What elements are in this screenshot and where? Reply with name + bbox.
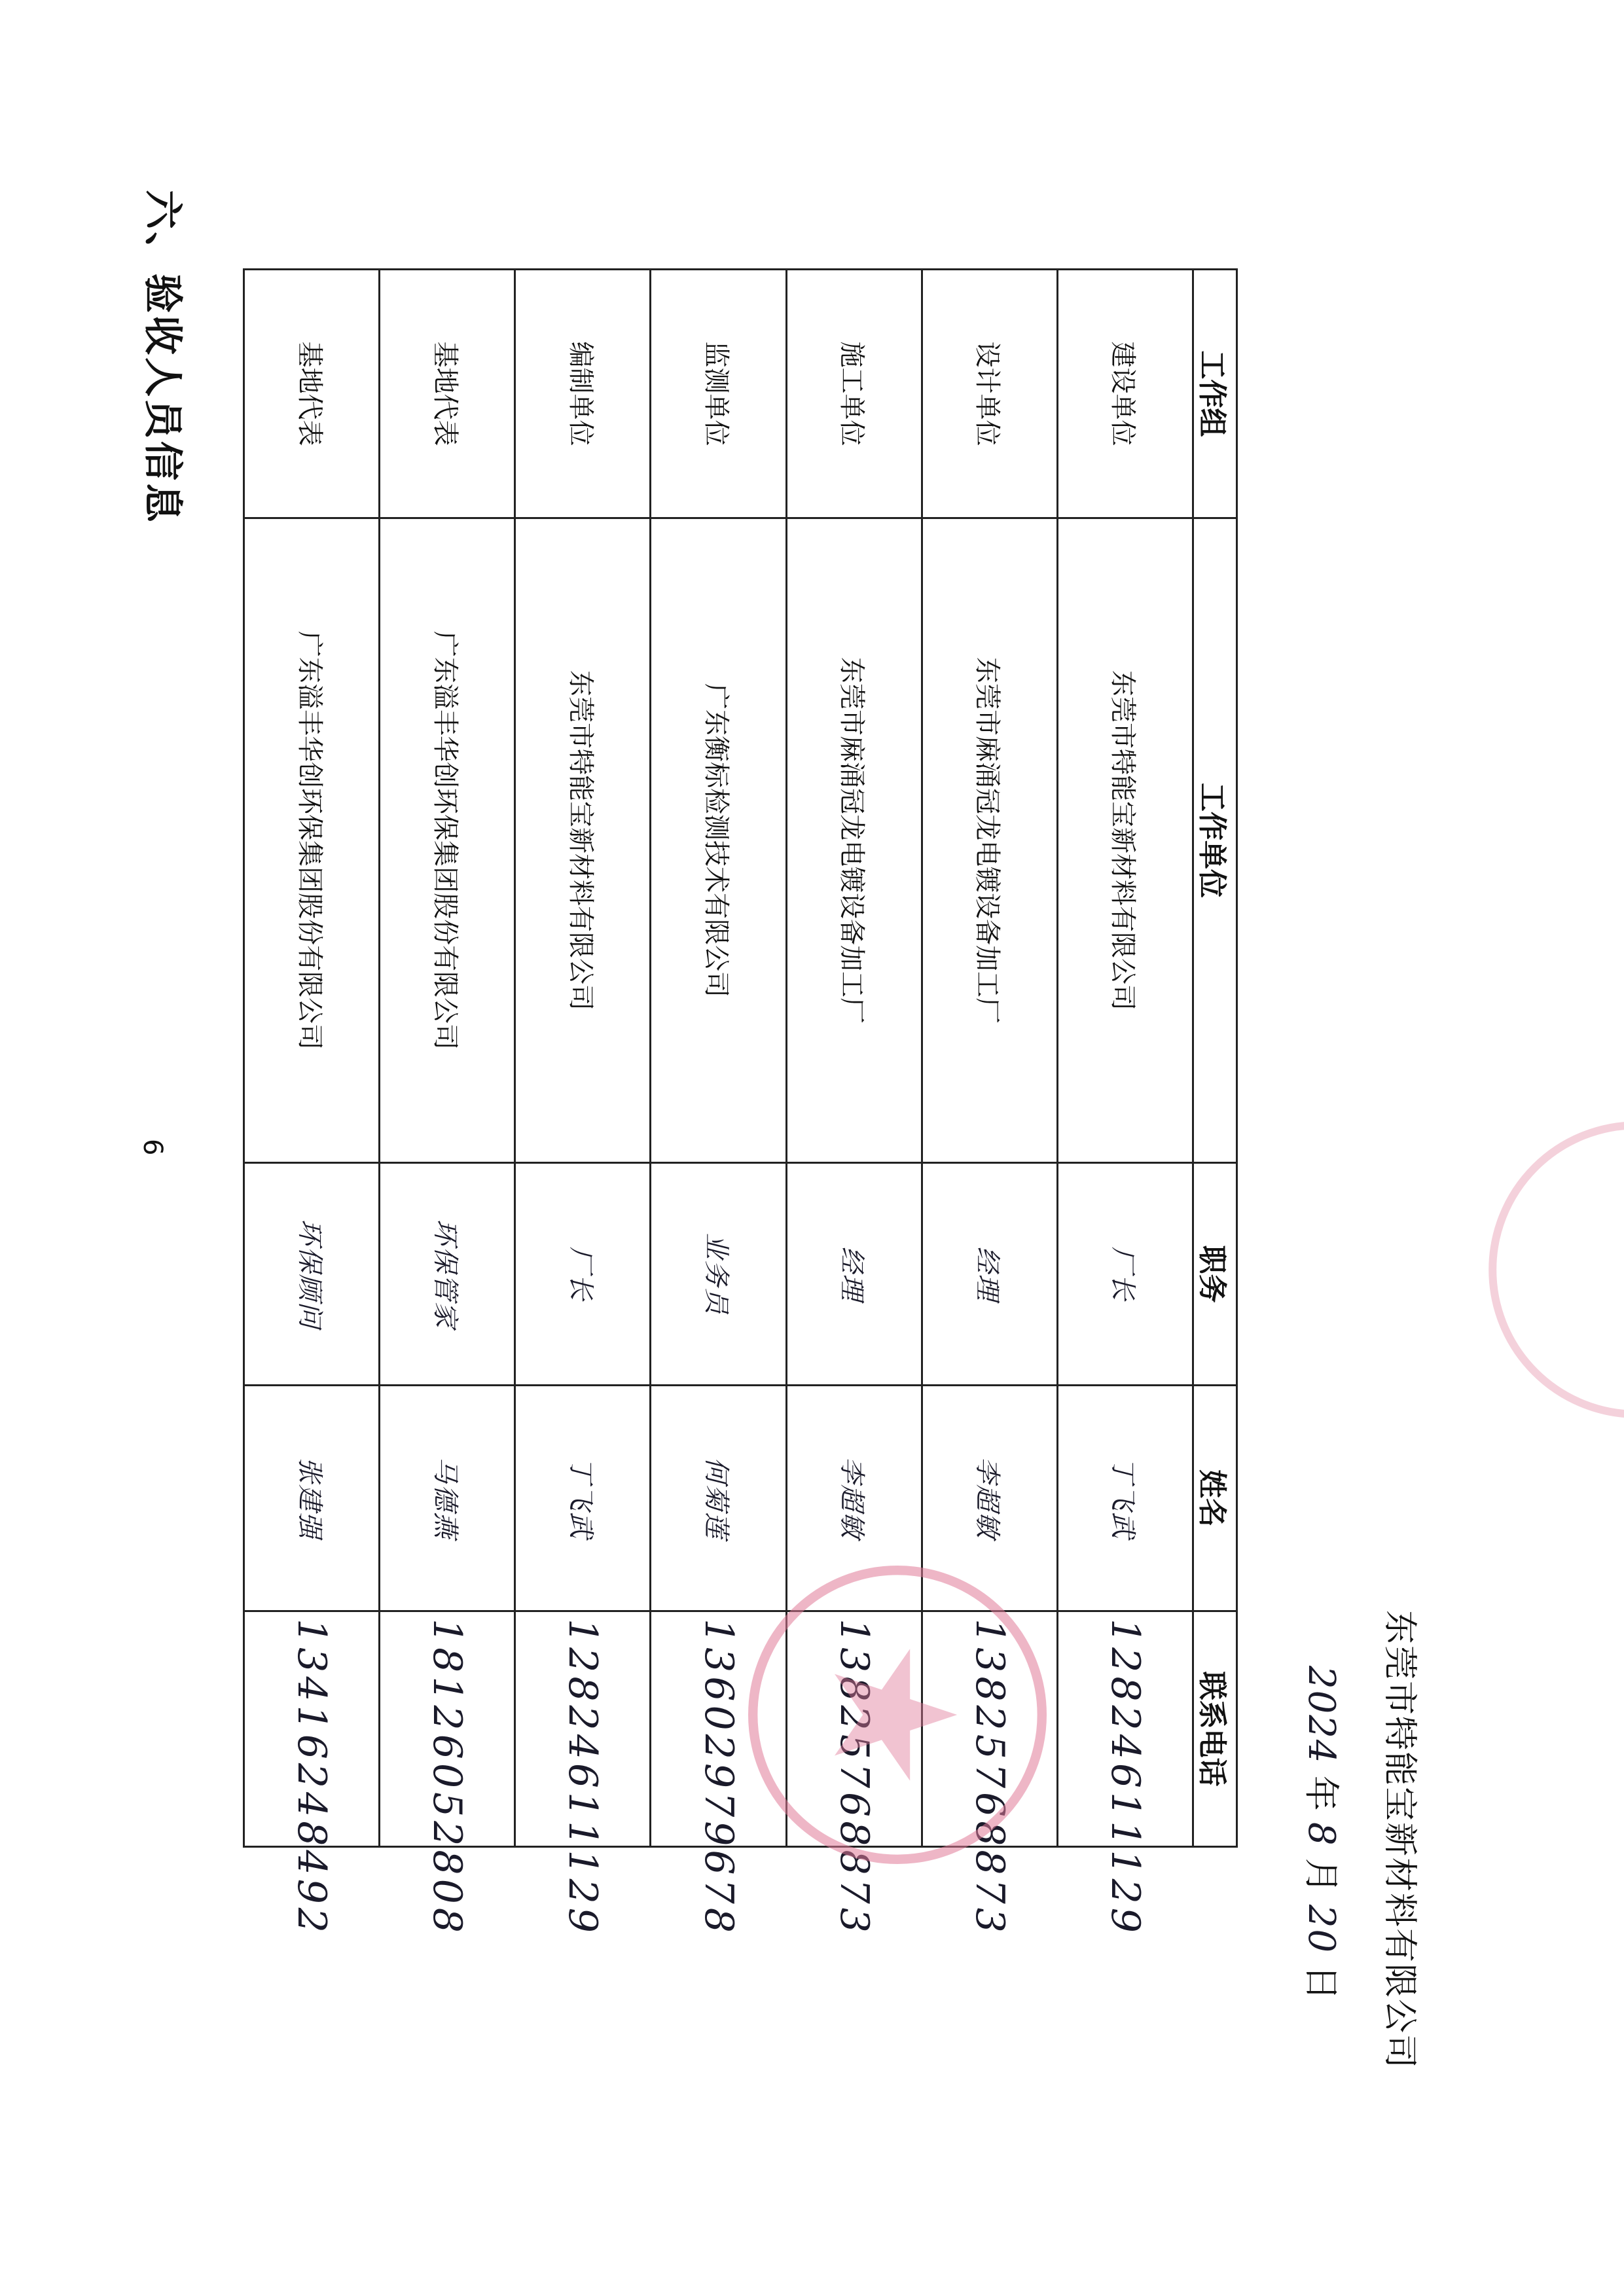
cell-phone: 12824611129: [515, 1611, 651, 1847]
cell-name-signature: 李超敏: [922, 1386, 1057, 1611]
date-day: 20: [1300, 1904, 1343, 1954]
cell-phone: 12824611129: [1057, 1611, 1193, 1847]
cell-position: 厂长: [1057, 1163, 1193, 1386]
date-year: 2024: [1300, 1666, 1343, 1765]
cell-unit: 东莞市特能宝新材料有限公司: [1057, 518, 1193, 1163]
cell-position: 业务员: [651, 1163, 786, 1386]
page-number: 6: [137, 1139, 168, 1156]
table-row: [515, 270, 651, 1847]
cell-unit: 广东溢丰华创环保集团股份有限公司: [244, 518, 380, 1163]
date-day-label: 日: [1301, 1965, 1342, 2001]
cell-name-signature: 张建强: [244, 1386, 380, 1611]
signing-date: [1299, 1666, 1349, 2000]
cell-group: 监测单位: [651, 270, 786, 518]
cell-position: 环保顾问: [244, 1163, 380, 1386]
cell-phone: 18126052808: [380, 1611, 515, 1847]
company-signature: 东莞市特能宝新材料有限公司: [1380, 1610, 1419, 2070]
cell-phone: 13416248492: [244, 1611, 380, 1847]
seal-outer-ring: [1492, 1125, 1624, 1414]
cell-position: 经理: [922, 1163, 1057, 1386]
cell-group: 建设单位: [1057, 270, 1193, 518]
table-row: [244, 270, 380, 1847]
cell-name-signature: 丁飞武: [1057, 1386, 1193, 1611]
cell-unit: 东莞市特能宝新材料有限公司: [515, 518, 651, 1163]
cell-group: 基地代表: [244, 270, 380, 518]
header-phone: 联系电话: [1193, 1611, 1237, 1847]
cell-unit: 东莞市麻涌冠龙电镀设备加工厂: [786, 518, 922, 1163]
date-month-label: 月: [1301, 1857, 1342, 1893]
cell-position: 经理: [786, 1163, 922, 1386]
cell-phone: 13825768873: [786, 1611, 922, 1847]
header-group: 工作组: [1193, 270, 1237, 518]
cell-name-signature: 丁飞武: [515, 1386, 651, 1611]
cell-name-signature: 李超敏: [786, 1386, 922, 1611]
cell-unit: 广东溢丰华创环保集团股份有限公司: [380, 518, 515, 1163]
cell-phone: 13825768873: [922, 1611, 1057, 1847]
header-unit: 工作单位: [1193, 518, 1237, 1163]
cell-name-signature: 何菊莲: [651, 1386, 786, 1611]
table-header-row: [1193, 270, 1237, 1847]
cell-group: 基地代表: [380, 270, 515, 518]
cell-group: 编制单位: [515, 270, 651, 518]
header-position: 职务: [1193, 1163, 1237, 1386]
table-row: [380, 270, 515, 1847]
cell-phone: 13602979678: [651, 1611, 786, 1847]
cell-group: 设计单位: [922, 270, 1057, 518]
date-year-label: 年: [1301, 1775, 1342, 1811]
seal-star: [835, 1649, 957, 1781]
cell-name-signature: 马德燕: [380, 1386, 515, 1611]
cell-unit: 东莞市麻涌冠龙电镀设备加工厂: [922, 518, 1057, 1163]
cell-group: 施工单位: [786, 270, 922, 518]
cell-position: 环保管家: [380, 1163, 515, 1386]
date-month: 8: [1300, 1821, 1343, 1847]
table-row: [1057, 270, 1193, 1847]
corner-seal-icon: [1480, 1113, 1624, 1427]
cell-position: 厂长: [515, 1163, 651, 1386]
section-title: 六、验收人员信息: [139, 190, 185, 525]
header-name: 姓名: [1193, 1386, 1237, 1611]
cell-unit: 广东衡标检测技术有限公司: [651, 518, 786, 1163]
company-seal-icon: [740, 1558, 1055, 1872]
